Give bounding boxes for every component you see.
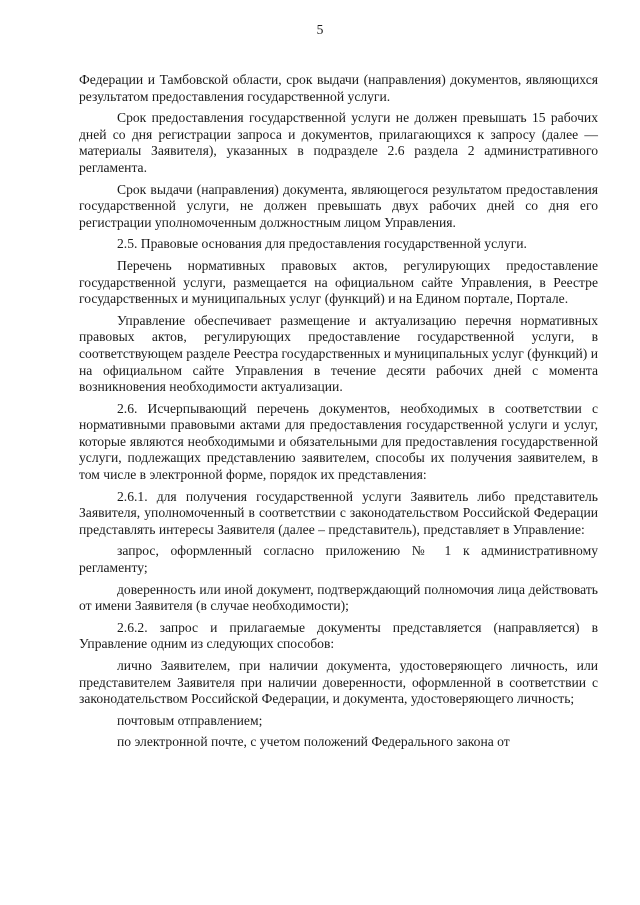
paragraph-2-6: 2.6. Исчерпывающий перечень документов, необходимых в соответствии с нормативными правовыми актами для предоставления государственной услуги и услуг, которые являются необходимыми и обязательными для предоставления государственной услуги, подлежащих представлению заявителем, способы их получения заявителем, в том числе в электронной форме, порядок их представления:	[79, 400, 598, 483]
paragraph-3: Срок выдачи (направления) документа, являющегося результатом предоставления государственной услуги, не должен превышать двух рабочих дней со дня его регистрации уполномоченным должностным лицом Управления.	[79, 181, 598, 230]
paragraph-5: Перечень нормативных правовых актов, регулирующих предоставление государственной услуги, размещается на официальном сайте Управления, в Реестре государственных и муниципальных услуг (функций) и на Едином портале, Портале.	[79, 257, 598, 307]
list-item-by-email: по электронной почте, с учетом положений Федерального закона от	[117, 734, 510, 750]
section-heading-2-5: 2.5. Правовые основания для предоставления государственной услуги.	[117, 236, 527, 252]
list-item-request: запрос, оформленный согласно приложению № 1 к административному регламенту;	[79, 543, 598, 576]
paragraph-1: Федерации и Тамбовской области, срок выдачи (направления) документов, являющихся результатом предоставления государственной услуги.	[79, 72, 598, 104]
list-item-power-of-attorney: доверенность или иной документ, подтверждающий полномочия лица действовать от имени Заявителя (в случае необходимости);	[79, 581, 598, 614]
paragraph-2-6-1: 2.6.1. для получения государственной услуги Заявитель либо представитель Заявителя, уполномоченный в соответствии с законодательством Российской Федерации представлять интересы Заявителя (далее – представитель), представляет в Управление:	[79, 488, 598, 537]
list-item-in-person: лично Заявителем, при наличии документа, удостоверяющего личность, или представителем Заявителя при наличии доверенности, оформленной в соответствии с законодательством Российской Федерации, и документа, удостоверяющего личность;	[79, 658, 598, 707]
page-number: 5	[316, 22, 324, 37]
list-item-by-mail: почтовым отправлением;	[117, 712, 263, 728]
paragraph-2: Срок предоставления государственной услуги не должен превышать 15 рабочих дней со дня регистрации запроса и документов, прилагающихся к запросу (далее — материалы Заявителя), указанных в подразделе 2.6 раздела 2 административного регламента.	[79, 110, 598, 175]
document-body	[79, 72, 598, 756]
paragraph-2-6-2: 2.6.2. запрос и прилагаемые документы представляется (направляется) в Управление одним из следующих способов:	[79, 619, 598, 652]
paragraph-6: Управление обеспечивает размещение и актуализацию перечня нормативных правовых актов, регулирующих предоставление государственной услуги, в соответствующем разделе Реестра государственных и муниципальных услуг (функций) и на официальном сайте Управления в течение десяти рабочих дней с момента возникновения необходимости актуализации.	[79, 312, 598, 395]
